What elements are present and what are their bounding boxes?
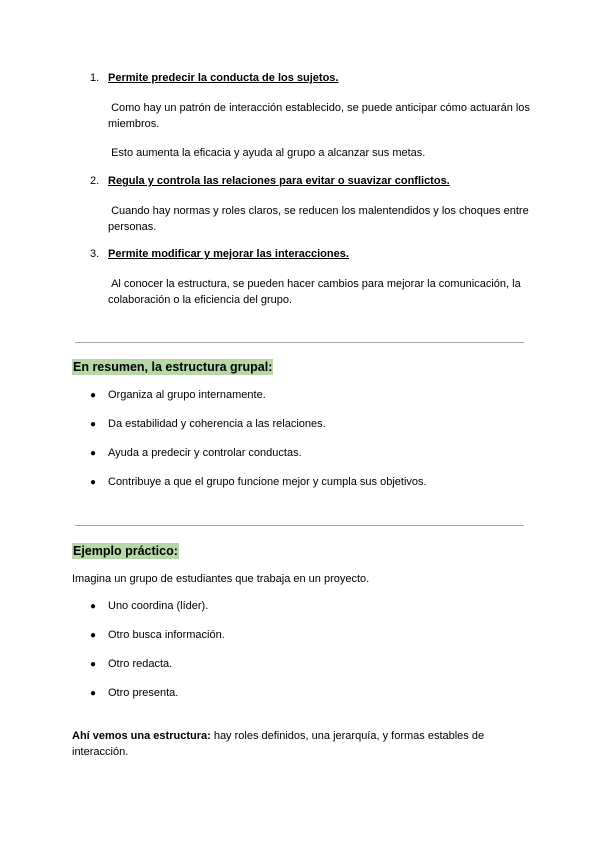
bullet-icon: ● <box>90 477 97 488</box>
function-item-3 <box>90 248 349 260</box>
example-conclusion <box>72 728 522 760</box>
item-number: 2. <box>90 175 100 187</box>
list-item: ● Otro busca información. <box>90 629 225 641</box>
item-number: 3. <box>90 248 100 260</box>
list-item: ● Ayuda a predecir y controlar conductas. <box>90 447 302 459</box>
bullet-icon: ● <box>90 419 97 430</box>
list-item: ● Contribuye a que el grupo funcione mejor y cumpla sus objetivos. <box>90 476 427 488</box>
function-item-1 <box>90 72 338 84</box>
list-item: ● Otro presenta. <box>90 687 179 699</box>
paragraph: Como hay un patrón de interacción establecido, se puede anticipar cómo actuarán los miembros. <box>108 102 530 130</box>
item-title: Permite predecir la conducta de los sujetos. <box>108 72 339 84</box>
example-intro: Imagina un grupo de estudiantes que trabaja en un proyecto. <box>72 573 370 585</box>
list-item: ● Organiza al grupo internamente. <box>90 389 266 401</box>
example-heading: Ejemplo práctico: <box>73 544 178 558</box>
bullet-icon: ● <box>90 390 97 401</box>
conclusion-rest: hay roles definidos, una jerarquía, y formas estables de interacción. <box>72 730 485 758</box>
item-title: Permite modificar y mejorar las interacciones. <box>108 248 349 260</box>
list-item: ● Uno coordina (líder). <box>90 600 209 612</box>
item-title: Regula y controla las relaciones para evitar o suavizar conflictos. <box>108 175 450 187</box>
summary-heading: En resumen, la estructura grupal: <box>73 360 273 374</box>
divider <box>75 342 524 343</box>
list-item: ● Otro redacta. <box>90 658 173 670</box>
bullet-icon: ● <box>90 448 97 459</box>
paragraph: Esto aumenta la eficacia y ayuda al grupo a alcanzar sus metas. <box>111 147 426 159</box>
function-item-2 <box>90 175 450 187</box>
item-number: 1. <box>90 72 100 84</box>
conclusion-bold: Ahí vemos una estructura: <box>72 730 211 742</box>
bullet-icon: ● <box>90 601 97 612</box>
list-item: ● Da estabilidad y coherencia a las relaciones. <box>90 418 326 430</box>
paragraph: Cuando hay normas y roles claros, se reducen los malentendidos y los choques entre personas. <box>108 205 529 233</box>
bullet-icon: ● <box>90 688 97 699</box>
bullet-icon: ● <box>90 630 97 641</box>
paragraph: Al conocer la estructura, se pueden hacer cambios para mejorar la comunicación, la colaboración o la eficiencia del grupo. <box>108 278 521 306</box>
divider <box>75 525 524 526</box>
bullet-icon: ● <box>90 659 97 670</box>
